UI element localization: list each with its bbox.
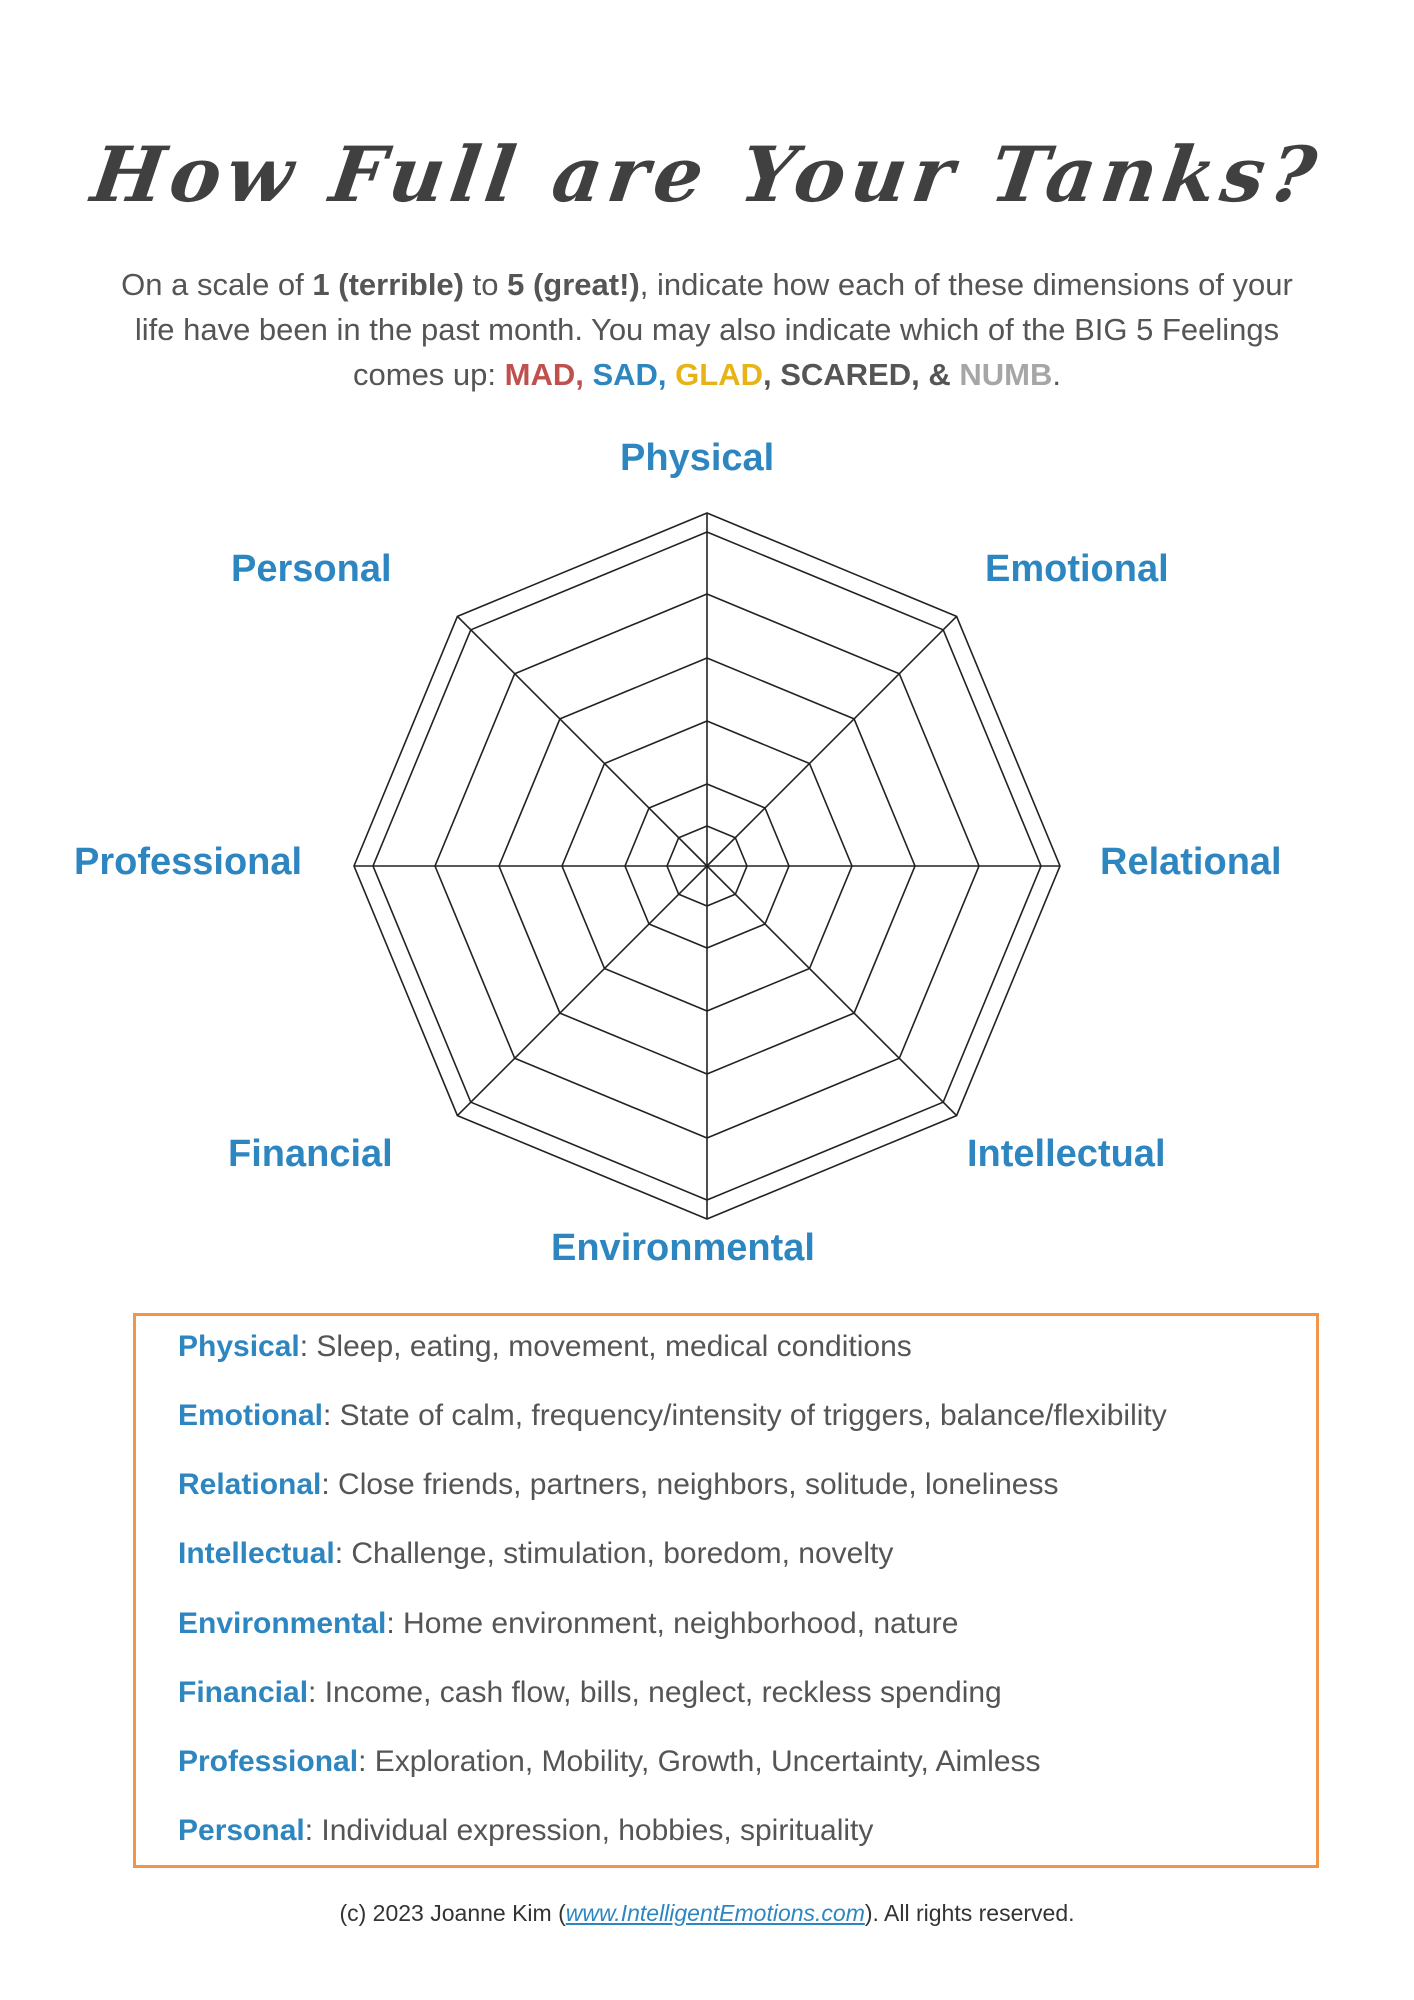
legend-desc: : Challenge, stimulation, boredom, novelty (334, 1537, 894, 1570)
legend-row (178, 1676, 1002, 1710)
legend-row (178, 1468, 1058, 1502)
legend-desc: : Income, cash flow, bills, neglect, reckless spending (308, 1676, 1002, 1709)
definitions-box (133, 1313, 1319, 1868)
legend-desc: : Home environment, neighborhood, nature (386, 1607, 959, 1640)
axis-label-personal: Personal (231, 548, 392, 590)
intro-text-2: to (464, 267, 508, 302)
intro-text-3: , indicate how each of these dimensions of your life have been in the past month. You may also indicate which of the BIG 5 Feelings comes up: (134, 267, 1293, 392)
legend-row (178, 1537, 893, 1571)
axis-label-emotional: Emotional (985, 548, 1169, 590)
website-link[interactable]: www.IntelligentEmotions.com (565, 1900, 865, 1926)
legend-term: Physical (178, 1330, 300, 1363)
legend-row (178, 1814, 873, 1848)
feeling-glad: GLAD (675, 357, 763, 392)
radar-spoke-intellectual (707, 866, 957, 1116)
feeling-sep: , (657, 357, 676, 392)
legend-term: Personal (178, 1814, 305, 1847)
feeling-sep: , (575, 357, 593, 392)
legend-desc: : Close friends, partners, neighbors, solitude, loneliness (321, 1468, 1059, 1501)
legend-row (178, 1745, 1041, 1779)
intro-end: . (1052, 357, 1061, 392)
footer-text: (c) 2023 Joanne Kim ( (339, 1900, 566, 1926)
feeling-numb: NUMB (959, 357, 1053, 392)
legend-term: Intellectual (178, 1537, 335, 1570)
legend-term: Environmental (178, 1607, 387, 1640)
scale-min: 1 (terrible) (312, 267, 465, 302)
legend-term: Emotional (178, 1399, 324, 1432)
legend-desc: : Sleep, eating, movement, medical conditions (299, 1330, 912, 1363)
scale-max: 5 (great!) (507, 267, 640, 302)
legend-row (178, 1607, 958, 1641)
legend-term: Relational (178, 1468, 322, 1501)
axis-label-professional: Professional (74, 841, 303, 883)
axis-label-physical: Physical (620, 437, 775, 479)
radar-spoke-personal (457, 616, 707, 866)
footer-text: ). All rights reserved. (864, 1900, 1075, 1926)
axis-label-relational: Relational (1100, 841, 1282, 883)
legend-term: Financial (178, 1676, 309, 1709)
feeling-mad: MAD (504, 357, 576, 392)
axis-label-environmental: Environmental (551, 1227, 815, 1269)
feeling-sad: SAD (592, 357, 658, 392)
legend-desc: : State of calm, frequency/intensity of triggers, balance/flexibility (323, 1399, 1167, 1432)
legend-term: Professional (178, 1745, 359, 1778)
radar-spoke-emotional (707, 616, 957, 866)
axis-label-financial: Financial (228, 1133, 393, 1175)
legend-desc: : Exploration, Mobility, Growth, Uncertainty, Aimless (358, 1745, 1041, 1778)
page-title: How Full are Your Tanks? (86, 130, 1328, 219)
axis-label-intellectual: Intellectual (967, 1133, 1166, 1175)
copyright-footer (0, 1900, 1414, 1927)
intro-text-1: On a scale of (121, 267, 313, 302)
feeling-sep: , (762, 357, 781, 392)
legend-desc: : Individual expression, hobbies, spirituality (304, 1814, 874, 1847)
legend-row (178, 1399, 1167, 1433)
feeling-scared: SCARED (780, 357, 912, 392)
feeling-sep: , & (911, 357, 960, 392)
radar-spoke-financial (457, 866, 707, 1116)
legend-row (178, 1330, 912, 1364)
